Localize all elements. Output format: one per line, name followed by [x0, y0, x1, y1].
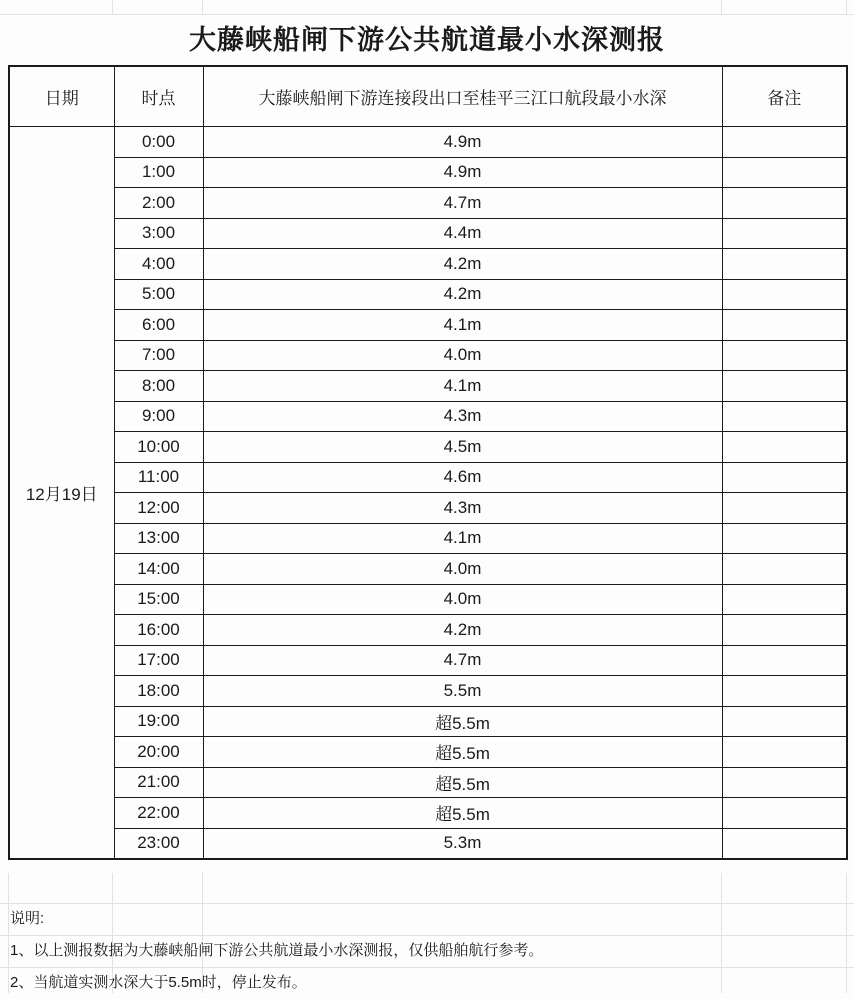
gridline	[846, 0, 847, 15]
gridline	[112, 0, 113, 15]
depth-cell: 4.7m	[203, 188, 722, 219]
page-title: 大藤峡船闸下游公共航道最小水深测报	[189, 25, 665, 55]
remark-cell	[722, 218, 847, 249]
notes-label: 说明:	[10, 910, 45, 927]
depth-cell: 4.7m	[203, 645, 722, 676]
table-row	[9, 462, 847, 493]
remark-cell	[722, 310, 847, 341]
depth-cell: 超5.5m	[203, 767, 722, 798]
table-row	[9, 737, 847, 768]
time-cell: 8:00	[114, 371, 203, 402]
depth-cell: 4.2m	[203, 249, 722, 280]
time-cell: 20:00	[114, 737, 203, 768]
remark-cell	[722, 584, 847, 615]
remark-cell	[722, 279, 847, 310]
remark-cell	[722, 401, 847, 432]
depth-cell: 4.0m	[203, 584, 722, 615]
remark-cell	[722, 676, 847, 707]
time-cell: 17:00	[114, 645, 203, 676]
time-cell: 7:00	[114, 340, 203, 371]
gridline	[202, 0, 203, 15]
depth-cell: 4.2m	[203, 279, 722, 310]
depth-cell: 4.3m	[203, 401, 722, 432]
time-cell: 16:00	[114, 615, 203, 646]
remark-cell	[722, 828, 847, 859]
remark-cell	[722, 188, 847, 219]
time-cell: 18:00	[114, 676, 203, 707]
depth-cell: 4.0m	[203, 340, 722, 371]
depth-cell: 超5.5m	[203, 798, 722, 829]
time-cell: 5:00	[114, 279, 203, 310]
time-cell: 15:00	[114, 584, 203, 615]
depth-cell: 超5.5m	[203, 737, 722, 768]
depth-report-table	[8, 65, 848, 860]
time-cell: 23:00	[114, 828, 203, 859]
time-cell: 0:00	[114, 127, 203, 158]
table-row	[9, 401, 847, 432]
time-cell: 21:00	[114, 767, 203, 798]
remark-cell	[722, 706, 847, 737]
remark-cell	[722, 157, 847, 188]
remark-cell	[722, 554, 847, 585]
table-row	[9, 218, 847, 249]
col-header-remark: 备注	[722, 66, 847, 127]
time-cell: 12:00	[114, 493, 203, 524]
time-cell: 11:00	[114, 462, 203, 493]
depth-cell: 4.1m	[203, 371, 722, 402]
table-row	[9, 767, 847, 798]
table-row	[9, 127, 847, 158]
col-header-time: 时点	[114, 66, 203, 127]
depth-cell: 4.0m	[203, 554, 722, 585]
col-header-depth: 大藤峡船闸下游连接段出口至桂平三江口航段最小水深	[203, 66, 722, 127]
remark-cell	[722, 127, 847, 158]
time-cell: 9:00	[114, 401, 203, 432]
note-item: 2、当航道实测水深大于5.5m时，停止发布。	[10, 974, 307, 991]
table-row	[9, 676, 847, 707]
col-header-date: 日期	[9, 66, 114, 127]
time-cell: 14:00	[114, 554, 203, 585]
table-row	[9, 584, 847, 615]
date-cell: 12月19日	[9, 127, 114, 860]
time-cell: 22:00	[114, 798, 203, 829]
table-row	[9, 828, 847, 859]
table-row	[9, 798, 847, 829]
table-row	[9, 371, 847, 402]
time-cell: 1:00	[114, 157, 203, 188]
depth-cell: 超5.5m	[203, 706, 722, 737]
depth-cell: 4.6m	[203, 462, 722, 493]
depth-cell: 4.9m	[203, 157, 722, 188]
table-row	[9, 615, 847, 646]
remark-cell	[722, 493, 847, 524]
time-cell: 2:00	[114, 188, 203, 219]
table-row	[9, 645, 847, 676]
table-row	[9, 249, 847, 280]
gridline	[8, 873, 9, 993]
depth-cell: 4.1m	[203, 310, 722, 341]
depth-cell: 4.9m	[203, 127, 722, 158]
remark-cell	[722, 371, 847, 402]
depth-cell: 5.3m	[203, 828, 722, 859]
table-row	[9, 340, 847, 371]
remark-cell	[722, 523, 847, 554]
remark-cell	[722, 798, 847, 829]
time-cell: 13:00	[114, 523, 203, 554]
remark-cell	[722, 645, 847, 676]
gridline	[721, 0, 722, 15]
remark-cell	[722, 249, 847, 280]
depth-cell: 4.2m	[203, 615, 722, 646]
table-row	[9, 493, 847, 524]
table-row	[9, 188, 847, 219]
time-cell: 10:00	[114, 432, 203, 463]
remark-cell	[722, 615, 847, 646]
time-cell: 6:00	[114, 310, 203, 341]
table-row	[9, 157, 847, 188]
table-row	[9, 554, 847, 585]
depth-cell: 4.4m	[203, 218, 722, 249]
table-row	[9, 432, 847, 463]
depth-cell: 5.5m	[203, 676, 722, 707]
table-row	[9, 279, 847, 310]
table-row	[9, 706, 847, 737]
table-row	[9, 310, 847, 341]
table-row	[9, 523, 847, 554]
remark-cell	[722, 737, 847, 768]
table-body	[9, 127, 847, 860]
remark-cell	[722, 340, 847, 371]
remark-cell	[722, 462, 847, 493]
depth-cell: 4.5m	[203, 432, 722, 463]
depth-cell: 4.3m	[203, 493, 722, 524]
gridline	[846, 873, 847, 993]
time-cell: 3:00	[114, 218, 203, 249]
time-cell: 4:00	[114, 249, 203, 280]
remark-cell	[722, 767, 847, 798]
depth-cell: 4.1m	[203, 523, 722, 554]
remark-cell	[722, 432, 847, 463]
header-row	[9, 66, 847, 127]
note-item: 1、以上测报数据为大藤峡船闸下游公共航道最小水深测报，仅供船舶航行参考。	[10, 942, 544, 959]
time-cell: 19:00	[114, 706, 203, 737]
